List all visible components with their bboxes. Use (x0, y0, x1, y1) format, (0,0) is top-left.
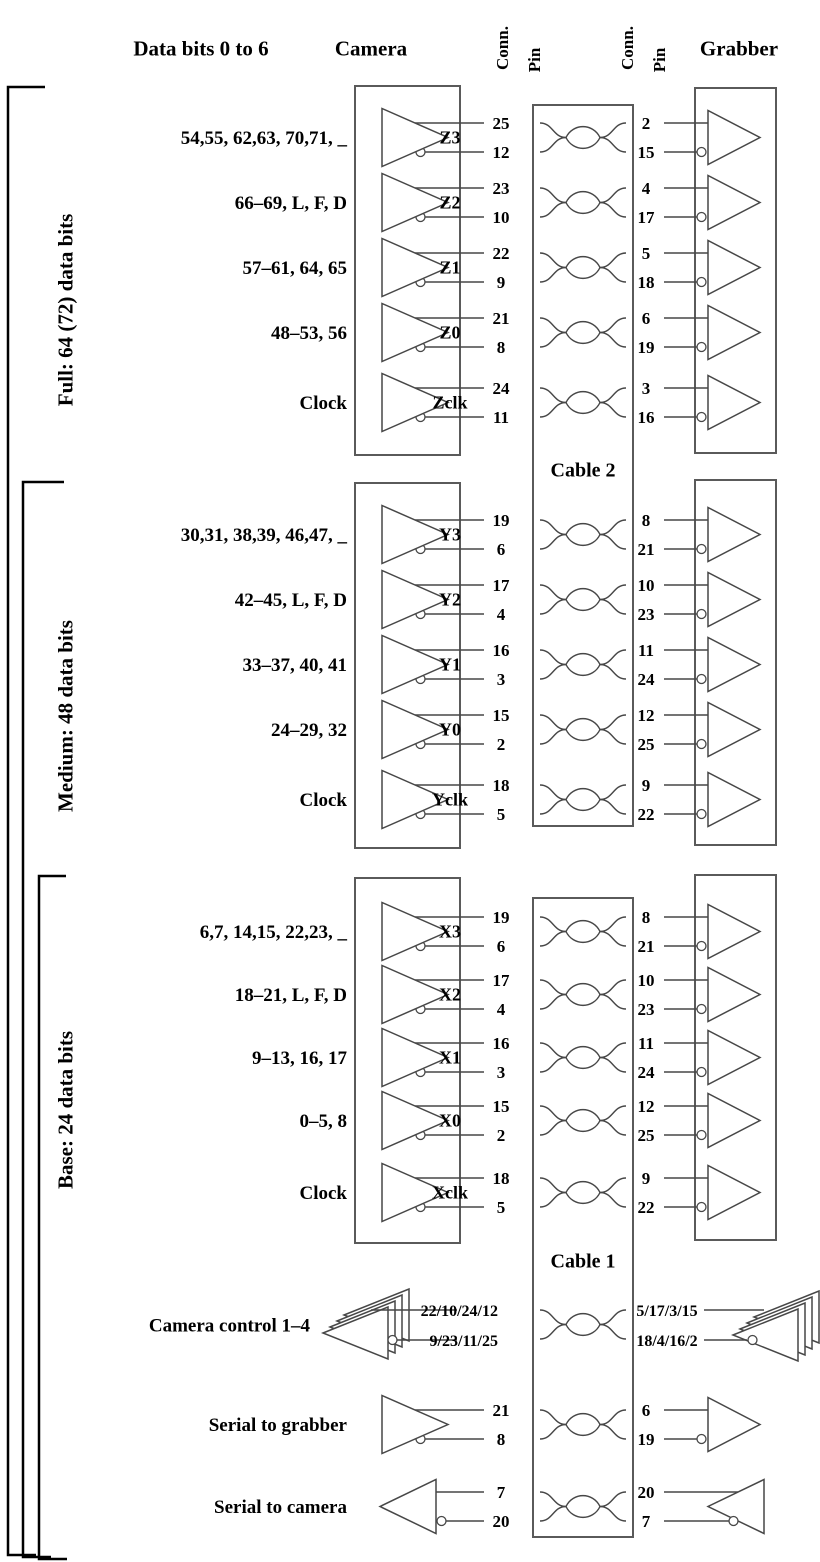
twisted-pair-icon (540, 800, 626, 815)
inversion-bubble-icon (697, 1131, 706, 1140)
grabber-pin-number: 16 (637, 408, 655, 427)
driver-triangle-icon (382, 1396, 448, 1454)
control-row-label: Camera control 1–4 (148, 1315, 310, 1337)
twisted-pair-icon (540, 520, 626, 535)
signal-name: Y3 (439, 524, 461, 545)
data-bits-label: 48–53, 56 (271, 323, 347, 344)
inversion-bubble-icon (697, 1435, 706, 1444)
twisted-pair-icon (540, 785, 626, 800)
grabber-pin-number: 22 (637, 805, 655, 824)
grabber-pin-number: 19 (637, 1430, 655, 1449)
column-header-pin-grabber: Pin (650, 47, 669, 73)
twisted-pair-icon (540, 650, 626, 665)
camera-pin-number: 10 (492, 208, 510, 227)
twisted-pair-icon (540, 980, 626, 995)
camera-pin-number: 2 (496, 735, 506, 754)
data-bits-label: 6,7, 14,15, 22,23, _ (199, 922, 347, 943)
data-bits-label: 42–45, L, F, D (234, 590, 347, 611)
twisted-pair-icon (540, 203, 626, 218)
twisted-pair-icon (540, 1507, 626, 1522)
twisted-pair-icon (540, 1178, 626, 1193)
inversion-bubble-icon (697, 675, 706, 684)
twisted-pair-icon (540, 123, 626, 138)
receiver-triangle-icon (708, 1094, 760, 1148)
data-bits-label: 24–29, 32 (271, 720, 347, 741)
grabber-pin-number: 24 (637, 670, 655, 689)
twisted-pair-icon (540, 1193, 626, 1208)
camera-pin-number: 8 (496, 1430, 506, 1449)
grabber-pin-number: 9 (641, 1169, 651, 1188)
camera-pin-number: 7 (496, 1483, 506, 1502)
grabber-pin-number: 11 (637, 1034, 655, 1053)
camera-pin-number: 22 (492, 244, 510, 263)
grabber-pin-number: 18 (637, 273, 655, 292)
grabber-pin-number: 12 (637, 706, 655, 725)
twisted-pair-icon (540, 388, 626, 403)
receiver-triangle-icon (708, 376, 760, 430)
camera-pin-number: 8 (496, 338, 506, 357)
camera-pin-number: 5 (496, 1198, 506, 1217)
receiver-triangle-icon (708, 905, 760, 959)
receiver-triangle-icon (708, 773, 760, 827)
data-bits-label: 66–69, L, F, D (234, 193, 347, 214)
column-header-conn-grabber: Conn. (618, 26, 637, 70)
grabber-pin-number: 8 (641, 511, 651, 530)
cable-1-box (533, 898, 633, 1537)
camera-pin-number: 12 (492, 143, 510, 162)
camera-pin-number: 6 (496, 540, 506, 559)
grabber-pin-number: 18/4/16/2 (636, 1333, 698, 1350)
grabber-pin-number: 6 (641, 1401, 651, 1420)
grabber-pin-number: 19 (637, 338, 655, 357)
camera-pin-number: 23 (492, 179, 510, 198)
grabber-pin-number: 4 (641, 179, 651, 198)
camera-pin-number: 11 (492, 408, 510, 427)
receiver-triangle-icon (708, 1398, 760, 1452)
inversion-bubble-icon (748, 1336, 757, 1345)
camera-pin-number: 5 (496, 805, 506, 824)
column-header-grabber: Grabber (699, 36, 779, 61)
signal-name: Yclk (432, 789, 468, 810)
grabber-pin-number: 8 (641, 908, 651, 927)
driver-triangle-icon (382, 304, 448, 362)
camera-pin-number: 9/23/11/25 (429, 1333, 498, 1350)
data-bits-label: Clock (299, 790, 347, 811)
camera-pin-number: 20 (492, 1512, 510, 1531)
camera-pin-number: 15 (492, 1097, 510, 1116)
data-bits-label: 54,55, 62,63, 70,71, _ (180, 128, 347, 149)
camera-pin-number: 17 (492, 971, 510, 990)
camera-pin-number: 16 (492, 1034, 510, 1053)
grabber-pin-number: 9 (641, 776, 651, 795)
receiver-triangle-icon (708, 968, 760, 1022)
receiver-triangle-icon (708, 703, 760, 757)
column-header-camera: Camera (334, 36, 408, 61)
twisted-pair-icon (540, 138, 626, 153)
receiver-triangle-icon (708, 241, 760, 295)
signal-name: X1 (439, 1047, 461, 1068)
grabber-pin-number: 25 (637, 735, 655, 754)
grabber-pin-number: 25 (637, 1126, 655, 1145)
inversion-bubble-icon (697, 1203, 706, 1212)
data-bits-label: Clock (299, 1183, 347, 1204)
inversion-bubble-icon (388, 1336, 397, 1345)
signal-name: X3 (439, 921, 461, 942)
twisted-pair-icon (540, 1410, 626, 1425)
data-bits-label: 33–37, 40, 41 (242, 655, 347, 676)
twisted-pair-icon (540, 253, 626, 268)
receiver-triangle-icon (708, 1031, 760, 1085)
column-header-data-bits: Data bits 0 to 6 (133, 36, 269, 61)
camera-pin-number: 3 (496, 1063, 506, 1082)
control-row-label: Serial to camera (214, 1497, 347, 1518)
data-bits-label: 18–21, L, F, D (234, 985, 347, 1006)
twisted-pair-icon (540, 995, 626, 1010)
signal-name: Y1 (439, 654, 461, 675)
inversion-bubble-icon (697, 148, 706, 157)
grabber-pin-number: 15 (637, 143, 655, 162)
twisted-pair-icon (540, 917, 626, 932)
twisted-pair-icon (540, 318, 626, 333)
camera-pin-number: 24 (492, 379, 510, 398)
camera-pin-number: 6 (496, 937, 506, 956)
grabber-pin-number: 5/17/3/15 (636, 1303, 698, 1320)
inversion-bubble-icon (697, 1068, 706, 1077)
driver-triangle-icon (382, 239, 448, 297)
cable-2-label: Cable 2 (550, 459, 616, 482)
signal-name: Z1 (439, 257, 461, 278)
inversion-bubble-icon (697, 810, 706, 819)
twisted-pair-icon (540, 932, 626, 947)
data-bits-label: 0–5, 8 (299, 1111, 347, 1132)
twisted-pair-icon (540, 1425, 626, 1440)
camera-pin-number: 19 (492, 511, 510, 530)
twisted-pair-icon (540, 600, 626, 615)
inversion-bubble-icon (697, 213, 706, 222)
twisted-pair-icon (540, 1106, 626, 1121)
signal-name: Z3 (439, 127, 461, 148)
twisted-pair-icon (540, 188, 626, 203)
twisted-pair-icon (540, 403, 626, 418)
signal-name: Y0 (439, 719, 461, 740)
data-bits-label: 9–13, 16, 17 (252, 1048, 347, 1069)
grabber-pin-number: 21 (637, 937, 655, 956)
twisted-pair-icon (540, 1043, 626, 1058)
inversion-bubble-icon (697, 610, 706, 619)
signal-name: Xclk (432, 1182, 468, 1203)
signal-name: X2 (439, 984, 461, 1005)
twisted-pair-icon (540, 1121, 626, 1136)
data-bits-label: 57–61, 64, 65 (242, 258, 347, 279)
grabber-pin-number: 21 (637, 540, 655, 559)
grabber-pin-number: 20 (637, 1483, 655, 1502)
camera-pin-number: 16 (492, 641, 510, 660)
twisted-pair-icon (540, 1325, 626, 1340)
camera-pin-number: 21 (492, 309, 510, 328)
camera-pin-number: 22/10/24/12 (420, 1303, 498, 1320)
inversion-bubble-icon (697, 942, 706, 951)
control-row-label: Serial to grabber (208, 1415, 347, 1436)
signal-name: Zclk (432, 392, 468, 413)
twisted-pair-icon (540, 715, 626, 730)
inversion-bubble-icon (697, 1005, 706, 1014)
section-label-base: Base: 24 data bits (53, 1030, 78, 1190)
signal-name: Z0 (439, 322, 461, 343)
camera-pin-number: 2 (496, 1126, 506, 1145)
grabber-pin-number: 24 (637, 1063, 655, 1082)
grabber-pin-number: 6 (641, 309, 651, 328)
receiver-triangle-icon (708, 508, 760, 562)
receiver-triangle-icon (708, 306, 760, 360)
receiver-triangle-icon (708, 573, 760, 627)
grabber-pin-number: 2 (641, 114, 651, 133)
receiver-triangle-icon (708, 111, 760, 165)
grabber-pin-number: 10 (637, 971, 655, 990)
grabber-pin-number: 23 (637, 1000, 655, 1019)
section-label-full: Full: 64 (72) data bits (53, 213, 78, 407)
camera-pin-number: 18 (492, 1169, 510, 1188)
camera-pin-number: 9 (496, 273, 506, 292)
cable-1-label: Cable 1 (550, 1250, 616, 1273)
grabber-pin-number: 23 (637, 605, 655, 624)
twisted-pair-icon (540, 333, 626, 348)
inversion-bubble-icon (729, 1517, 738, 1526)
receiver-triangle-icon (708, 1166, 760, 1220)
camera-pin-number: 4 (496, 605, 506, 624)
driver-triangle-icon (382, 109, 448, 167)
grabber-pin-number: 11 (637, 641, 655, 660)
grabber-pin-number: 5 (641, 244, 651, 263)
camera-pin-number: 15 (492, 706, 510, 725)
signal-name: X0 (439, 1110, 461, 1131)
inversion-bubble-icon (437, 1517, 446, 1526)
receiver-triangle-icon (380, 1480, 436, 1534)
twisted-pair-icon (540, 1492, 626, 1507)
signal-name: Z2 (439, 192, 461, 213)
grabber-pin-number: 12 (637, 1097, 655, 1116)
receiver-triangle-icon (708, 638, 760, 692)
twisted-pair-icon (540, 1310, 626, 1325)
inversion-bubble-icon (697, 545, 706, 554)
inversion-bubble-icon (697, 343, 706, 352)
camera-pin-number: 18 (492, 776, 510, 795)
inversion-bubble-icon (697, 413, 706, 422)
grabber-pin-number: 3 (641, 379, 651, 398)
grabber-pin-number: 7 (641, 1512, 651, 1531)
grabber-pin-number: 10 (637, 576, 655, 595)
camera-pin-number: 4 (496, 1000, 506, 1019)
data-bits-label: 30,31, 38,39, 46,47, _ (180, 525, 347, 546)
camera-pin-number: 19 (492, 908, 510, 927)
grabber-pin-number: 22 (637, 1198, 655, 1217)
column-header-conn-camera: Conn. (493, 26, 512, 70)
camera-pin-number: 3 (496, 670, 506, 689)
column-header-pin-camera: Pin (525, 47, 544, 73)
twisted-pair-icon (540, 665, 626, 680)
camera-pin-number: 21 (492, 1401, 510, 1420)
receiver-triangle-icon (708, 176, 760, 230)
twisted-pair-icon (540, 1058, 626, 1073)
twisted-pair-icon (540, 535, 626, 550)
twisted-pair-icon (540, 268, 626, 283)
camera-pin-number: 17 (492, 576, 510, 595)
inversion-bubble-icon (697, 278, 706, 287)
twisted-pair-icon (540, 730, 626, 745)
twisted-pair-icon (540, 585, 626, 600)
signal-name: Y2 (439, 589, 461, 610)
inversion-bubble-icon (697, 740, 706, 749)
data-bits-label: Clock (299, 393, 347, 414)
grabber-pin-number: 17 (637, 208, 655, 227)
driver-triangle-icon (382, 174, 448, 232)
bracket-base (39, 876, 67, 1559)
camera-pin-number: 25 (492, 114, 510, 133)
section-label-medium: Medium: 48 data bits (53, 620, 78, 812)
